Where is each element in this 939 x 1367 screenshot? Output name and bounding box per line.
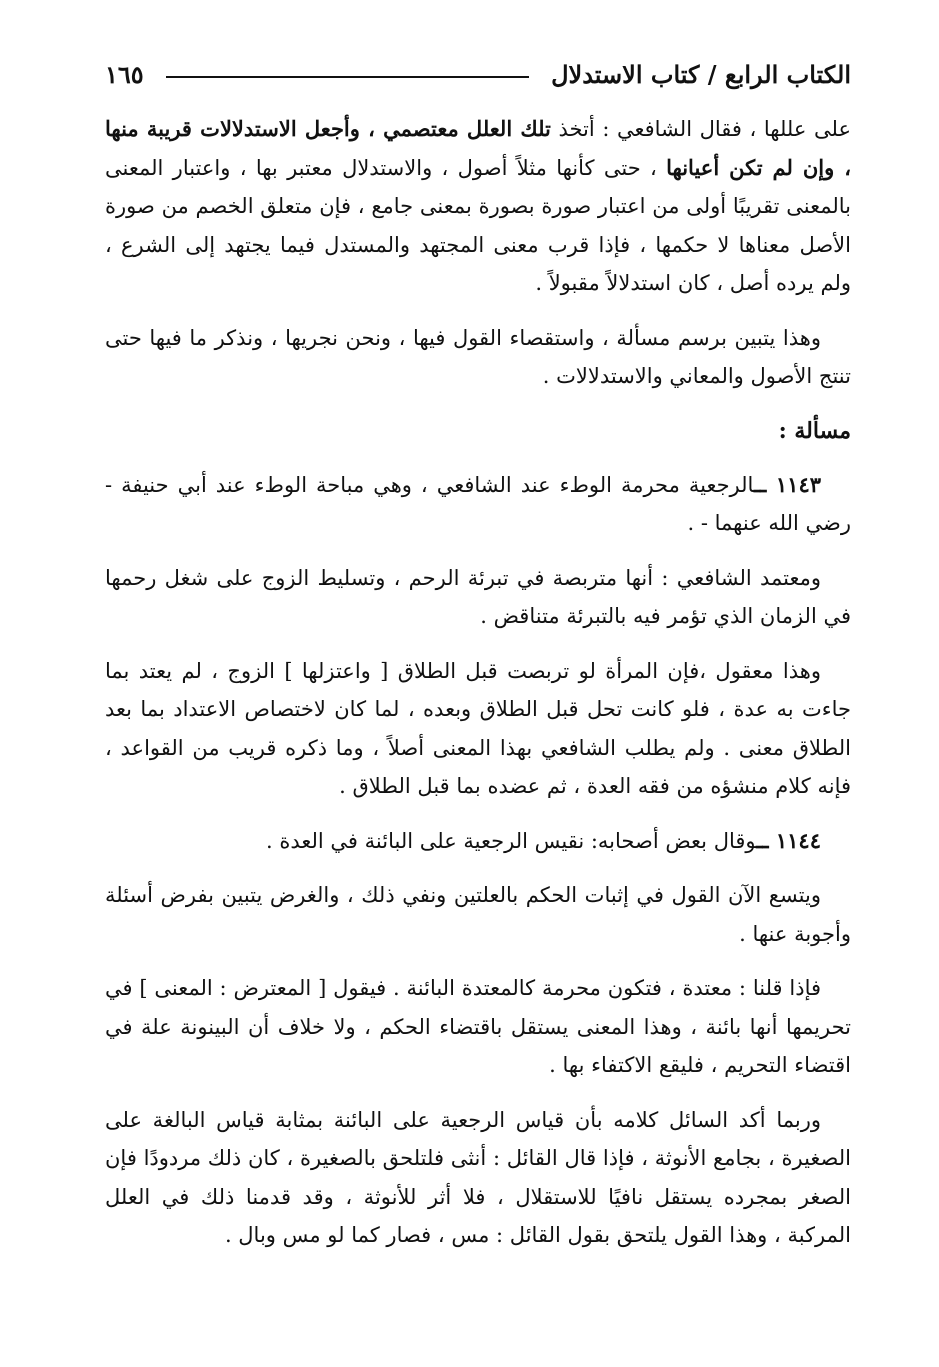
header-rule: [166, 76, 529, 78]
paragraph-5: وهذا معقول ،فإن المرأة لو تربصت قبل الطلاق [ واعتزلها ] الزوج ، لم يعتد بما جاءت به عدة ، فلو كانت تحل قبل الطلاق وبعده ، لما كان لاختصاص الاعتداد بما بعد الطلاق معنى . ولم يطلب الشافعي بهذا المعنى أصلاً ، وما ذكره قريب من القواعد ، فإنه كلام منشؤه من فقه العدة ، ثم عضده بما قبل الطلاق .: [105, 658, 851, 798]
paragraph-1-bold-quote: تلك العلل معتصمي ، وأجعل الاستدلالات قريبة منها ، وإن لم تكن أعيانها: [105, 116, 851, 180]
paragraph-1143: [105, 466, 851, 543]
paragraph-number-1143: ١١٤٣ ــ: [753, 471, 822, 497]
page-number: ١٦٥: [105, 59, 144, 89]
paragraph-1144-text: وقال بعض أصحابه: نقيس الرجعية على البائنة في العدة .: [266, 828, 757, 853]
page-header: [105, 52, 851, 96]
paragraph-number-1144: ١١٤٤ ــ: [756, 827, 821, 853]
paragraph-1: [105, 110, 851, 303]
paragraph-1143-text: الرجعية محرمة الوطء عند الشافعي ، وهي مباحة الوطء عند أبي حنيفة - رضي الله عنهما - .: [105, 472, 851, 535]
paragraph-4: ومعتمد الشافعي : أنها متربصة في تبرئة الرحم ، وتسليط الزوج على شغل رحمها في الزمان الذي تؤمر فيه بالتبرئة متناقض .: [105, 565, 851, 628]
paragraph-1144: [105, 822, 851, 861]
section-heading: مسألة :: [778, 417, 851, 444]
running-head: الكتاب الرابع / كتاب الاستدلال: [551, 59, 851, 89]
paragraph-8: فإذا قلنا : معتدة ، فتكون محرمة كالمعتدة البائنة . فيقول [ المعترض : المعنى ] في تحريمها أنها بائنة ، وهذا المعنى يستقل باقتضاء الحكم ، ولا خلاف أن البينونة علة في اقتضاء التحريم ، فليقع الاكتفاء بها .: [105, 976, 851, 1077]
paragraph-2: وهذا يتبين برسم مسألة ، واستقصاء القول فيها ، ونحن نجريها ، ونذكر ما فيها حتى تنتج الأصول والمعاني والاستدلالات .: [105, 325, 851, 388]
paragraph-9: وربما أكد السائل كلامه بأن قياس الرجعية على البائنة بمثابة قياس البالغة على الصغيرة ، بجامع الأنوثة ، فإذا قال القائل : أنثى فلتلحق بالصغيرة ، كان ذلك مردودًا فإن الصغر بمجرده يستقل نافيًا للاستقلال ، فلا أثر للأنوثة ، وقد قدمنا ذلك في العلل المركبة ، وهذا القول يلتحق بقول القائل : مس ، فصار كما لو مس وبال .: [105, 1107, 851, 1247]
paragraph-1-rest: ، حتى كأنها مثلاً أصول ، والاستدلال معتبر بها ، واعتبار المعنى بالمعنى تقريبًا أولى من اعتبار صورة بصورة بمعنى جامع ، فإن متعلق الخصم من صورة الأصل معناها لا حكمها ، فإذا قرب معنى المجتهد والمستدل فيما يجتهد إلى الشرع ، ولم يرده أصل ، كان استدلالاً مقبولاً .: [105, 155, 851, 295]
paragraph-7: ويتسع الآن القول في إثبات الحكم بالعلتين ونفي ذلك ، والغرض يتبين بفرض أسئلة وأجوبة عنها .: [105, 883, 851, 946]
paragraph-1-lead: على عللها ، فقال الشافعي : أتخذ: [550, 117, 851, 141]
